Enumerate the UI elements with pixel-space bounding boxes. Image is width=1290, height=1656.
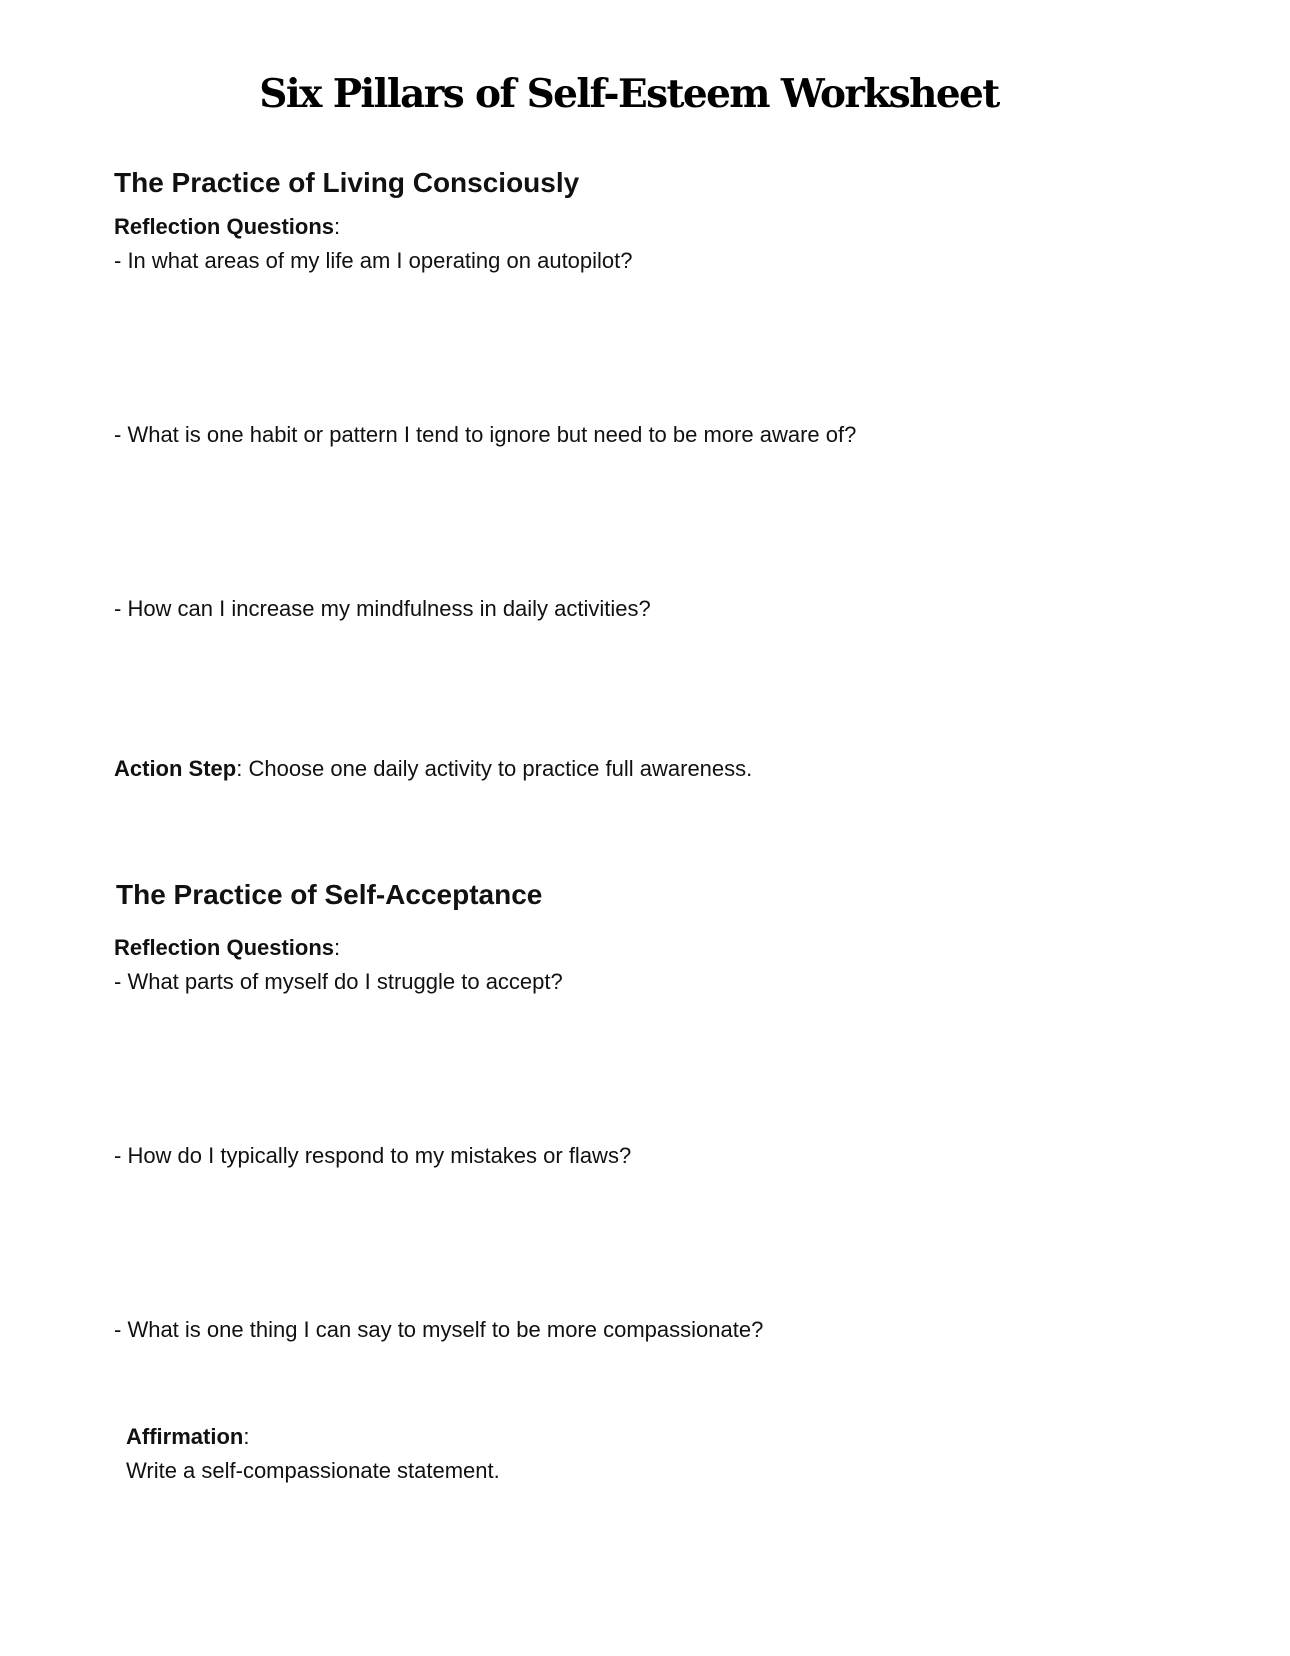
action-step-text: : Choose one daily activity to practice full awareness. [236,756,753,781]
question-item: - What is one habit or pattern I tend to ignore but need to be more aware of? [114,422,857,447]
affirmation-text: Write a self-compassionate statement. [126,1458,500,1483]
reflection-label-text: Reflection Questions [114,214,335,239]
section-heading-self-acceptance: The Practice of Self-Acceptance [116,879,543,910]
question-item: - What parts of myself do I struggle to accept? [114,969,563,994]
reflection-questions-label [114,213,340,241]
reflection-label-colon: : [334,935,341,960]
reflection-questions-label [114,934,340,962]
question-item: - How do I typically respond to my mistakes or flaws? [114,1143,632,1168]
question-item: - How can I increase my mindfulness in daily activities? [114,596,651,621]
action-step [114,755,752,783]
reflection-label-text: Reflection Questions [114,935,335,960]
question-item: - What is one thing I can say to myself to be more compassionate? [114,1317,764,1342]
page-title: Six Pillars of Self-Esteem Worksheet [259,71,999,117]
affirmation-label-text: Affirmation [126,1424,244,1449]
action-step-label: Action Step [114,756,237,781]
question-item: - In what areas of my life am I operating on autopilot? [114,248,633,273]
affirmation-label-colon: : [243,1424,250,1449]
reflection-label-colon: : [334,214,341,239]
section-heading-living-consciously: The Practice of Living Consciously [114,167,580,198]
affirmation-label [126,1423,249,1451]
